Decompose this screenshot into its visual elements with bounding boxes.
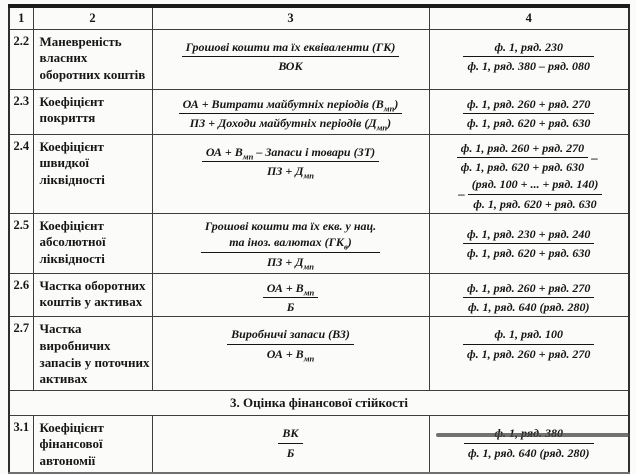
formula-fraction	[179, 96, 403, 133]
table-header-row	[9, 6, 629, 29]
fraction-denominator: ф. 1, ряд. 380 – ряд. 080	[467, 59, 591, 74]
fraction-numerator: ф. 1, ряд. 230	[463, 39, 594, 58]
minus-sign: –	[591, 149, 598, 165]
row-number: 2.3	[9, 89, 33, 134]
source-fraction	[464, 425, 594, 462]
source-cell	[429, 317, 629, 391]
fraction-numerator: Грошові кошти та їх еквіваленти (ГК)	[182, 39, 400, 58]
table-row	[9, 273, 629, 317]
formula-cell	[152, 134, 429, 213]
formula-cell	[152, 415, 429, 472]
source-cell	[429, 213, 629, 273]
indicator-name: Частка оборотних коштів у активах	[33, 273, 152, 317]
minus-sign: –	[458, 186, 465, 202]
table-row	[9, 89, 629, 134]
fraction-denominator: ПЗ + Доходи майбутніх періодів $(Д_{мп})$	[189, 116, 392, 133]
indicator-name: Коефіцієнт швидкої ліквідності	[33, 134, 152, 213]
fraction-denominator: ф. 1, ряд. 620 + ряд. 630	[473, 196, 597, 211]
source-cell	[429, 89, 629, 134]
source-fraction	[463, 39, 594, 76]
fraction-numerator: (ряд. 100 + ... + ряд. 140)	[468, 176, 603, 195]
formula-cell	[152, 317, 429, 391]
fraction-denominator: ф. 1, ряд. 640 (ряд. 280)	[467, 445, 590, 460]
table-row	[9, 134, 629, 213]
fraction-numerator: Виробничі запаси (ВЗ)	[227, 326, 354, 345]
source-fraction-2	[468, 176, 603, 213]
fraction-denominator: ОА + $В_{мп}$	[266, 347, 315, 364]
formula-fraction	[182, 39, 400, 76]
source-cell	[429, 134, 629, 213]
scan-smudge-artifact	[436, 433, 630, 437]
formula-fraction	[278, 425, 302, 462]
fraction-numerator: ОА + Витрати майбутніх періодів $(В_{мп})$	[179, 96, 403, 115]
fraction-denominator: ф. 1, ряд. 620 + ряд. 630	[467, 116, 591, 131]
formula-fraction	[201, 218, 380, 271]
row-number: 2.7	[9, 317, 33, 391]
column-header-2: 2	[33, 6, 152, 29]
formula-cell	[152, 89, 429, 134]
indicator-name: Частка виробничих запасів у поточних активах	[33, 317, 152, 391]
fraction-denominator: ВОК	[278, 59, 303, 74]
source-cell	[429, 273, 629, 317]
section-header-row	[9, 390, 629, 415]
fraction-numerator: ф. 1, ряд. 100	[463, 326, 594, 345]
indicator-name: Коефіцієнт покриття	[33, 89, 152, 134]
fraction-denominator: ф. 1, ряд. 620 + ряд. 630	[467, 246, 591, 261]
table-row	[9, 317, 629, 391]
fraction-denominator: ф. 1, ряд. 620 + ряд. 630	[460, 160, 585, 175]
source-fraction	[463, 280, 594, 317]
row-number: 2.5	[9, 213, 33, 273]
fraction-numerator	[201, 218, 380, 254]
fraction-denominator: ПЗ + $Д_{мп}$	[266, 164, 315, 181]
financial-ratios-table	[8, 4, 630, 474]
section-title: 3. Оцінка фінансової стійкості	[9, 390, 629, 415]
indicator-name: Маневреність власних оборотних коштів	[33, 29, 152, 89]
table-row	[9, 415, 629, 472]
numerator-line-2: та іноз. валютах $(ГК_в)$	[229, 235, 352, 252]
fraction-denominator: ПЗ + $Д_{мп}$	[266, 255, 315, 272]
fraction-numerator: ф. 1, ряд. 260 + ряд. 270	[463, 96, 594, 115]
source-fraction	[463, 226, 594, 263]
source-double-fraction	[455, 140, 602, 213]
column-header-1: 1	[9, 6, 33, 29]
fraction-numerator: ВК	[278, 425, 302, 444]
row-number: 2.6	[9, 273, 33, 317]
source-fraction	[463, 326, 594, 363]
source-cell	[429, 415, 629, 472]
row-number: 2.4	[9, 134, 33, 213]
fraction-denominator: Б	[286, 300, 295, 315]
table-row	[9, 29, 629, 89]
column-header-4: 4	[429, 6, 629, 29]
indicator-name: Коефіцієнт фінансової автономії	[33, 415, 152, 472]
fraction-numerator: ф. 1, ряд. 260 + ряд. 270	[463, 280, 594, 299]
fraction-denominator: ф. 1, ряд. 640 (ряд. 280)	[467, 300, 590, 315]
source-fraction-1	[457, 140, 588, 177]
row-number: 3.1	[9, 415, 33, 472]
fraction-numerator: ф. 1, ряд. 230 + ряд. 240	[463, 226, 594, 245]
formula-cell	[152, 273, 429, 317]
fraction-denominator: Б	[286, 445, 295, 460]
fraction-numerator: ф. 1, ряд. 260 + ряд. 270	[457, 140, 588, 159]
fraction-numerator: ОА + $В_{мп}$ – Запаси і товари (ЗТ)	[202, 144, 379, 163]
formula-cell	[152, 29, 429, 89]
fraction-numerator: ОА + $В_{мп}$	[263, 280, 319, 299]
indicator-name: Коефіцієнт абсолютної ліквідності	[33, 213, 152, 273]
row-number: 2.2	[9, 29, 33, 89]
source-fraction	[463, 96, 594, 133]
fraction-denominator: ф. 1, ряд. 260 + ряд. 270	[467, 347, 591, 362]
formula-fraction	[263, 280, 319, 317]
formula-fraction	[202, 144, 379, 181]
formula-cell	[152, 213, 429, 273]
formula-fraction	[227, 326, 354, 363]
table-row	[9, 213, 629, 273]
column-header-3: 3	[152, 6, 429, 29]
source-cell	[429, 29, 629, 89]
numerator-line-1: Грошові кошти та їх екв. у нац.	[204, 218, 377, 233]
